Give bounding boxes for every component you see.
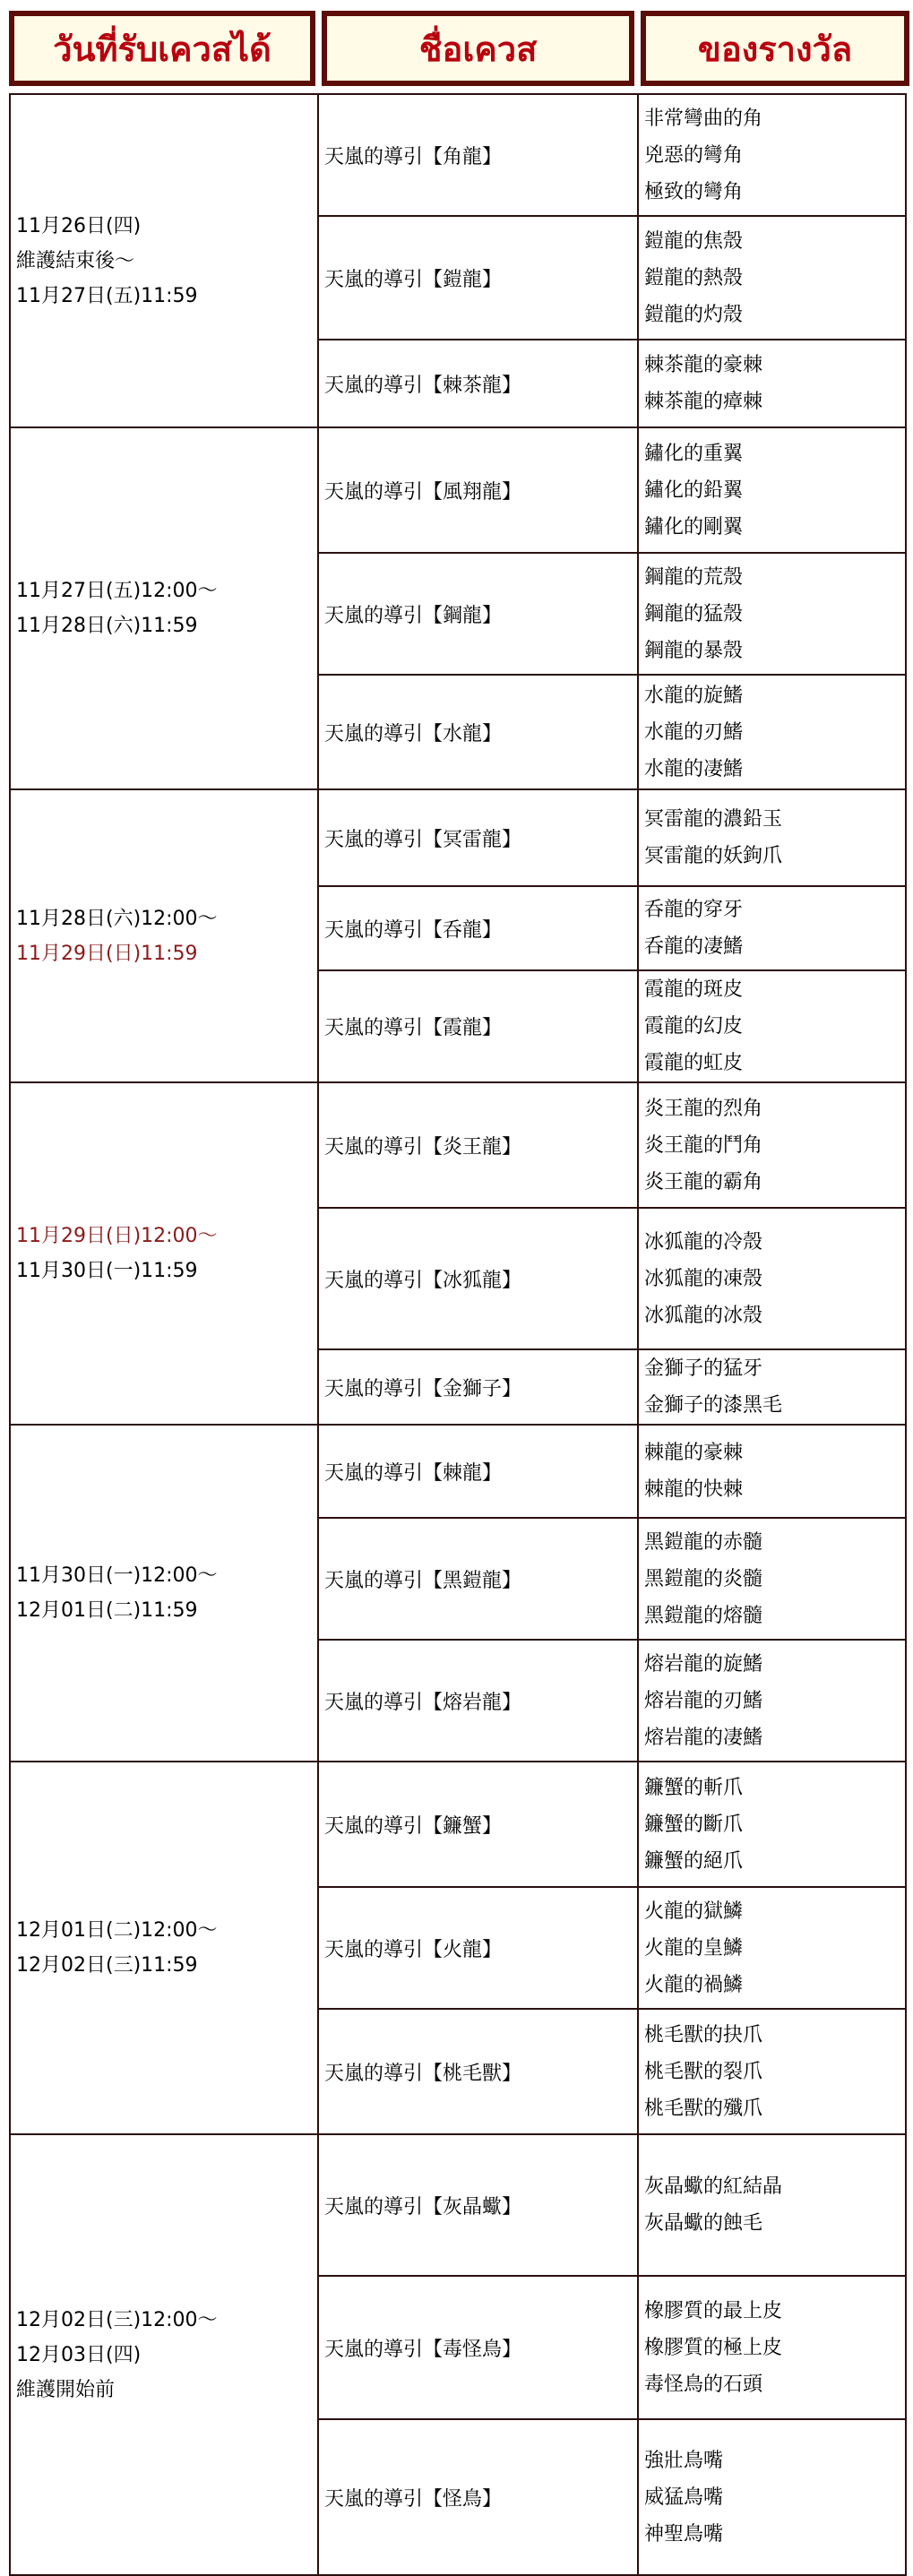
date-line: 11月28日(六)11:59: [16, 615, 198, 637]
reward-list: [638, 1082, 906, 1208]
reward-list: [638, 2134, 906, 2276]
reward-item: 冰狐龍的凍殼: [644, 1267, 763, 1290]
reward-item: 神聖鳥嘴: [644, 2522, 724, 2546]
date-cell: [10, 1425, 318, 1762]
reward-item: 強壯鳥嘴: [644, 2449, 724, 2472]
reward-item: 橡膠質的最上皮: [644, 2299, 783, 2322]
reward-list: [638, 1518, 906, 1640]
reward-item: 棘茶龍的豪棘: [644, 354, 763, 376]
date-line: 維護結束後～: [16, 249, 135, 272]
header-quest-name: ชื่อเควส: [322, 11, 634, 86]
quest-name: 天嵐的導引【霞龍】: [318, 970, 638, 1082]
quest-name: 天嵐的導引【毒怪鳥】: [318, 2276, 638, 2419]
reward-item: 鋼龍的暴殼: [644, 639, 744, 662]
date-line: 12月01日(二)12:00～: [16, 1919, 218, 1942]
reward-list: [638, 216, 906, 340]
reward-item: 霞龍的斑皮: [644, 978, 744, 1001]
reward-item: 火龍的獄鱗: [644, 1900, 744, 1923]
reward-item: 黑鎧龍的炎髓: [644, 1567, 763, 1590]
reward-list: [638, 1762, 906, 1887]
reward-item: 霞龍的幻皮: [644, 1015, 744, 1038]
reward-list: [638, 340, 906, 427]
reward-item: 桃毛獸的殲爪: [644, 2097, 763, 2120]
table-row: [10, 2134, 906, 2276]
quest-name: 天嵐的導引【風翔龍】: [318, 427, 638, 553]
table-row: [10, 1082, 906, 1208]
reward-list: [638, 789, 906, 886]
reward-item: 鐮蟹的斷爪: [644, 1813, 744, 1836]
date-cell: [10, 1762, 318, 2134]
reward-item: 非常彎曲的角: [644, 107, 763, 130]
reward-item: 炎王龍的霸角: [644, 1170, 763, 1193]
quest-name: 天嵐的導引【桃毛獸】: [318, 2009, 638, 2134]
quest-name: 天嵐的導引【鐮蟹】: [318, 1762, 638, 1887]
quest-schedule-table: [9, 93, 907, 2576]
reward-item: 呑龍的穿牙: [644, 899, 744, 921]
header-date: วันที่รับเควสได้: [9, 11, 315, 86]
table-row: [10, 1425, 906, 1518]
date-line: 11月30日(一)12:00～: [16, 1564, 218, 1587]
reward-list: [638, 2419, 906, 2575]
quest-name: 天嵐的導引【棘龍】: [318, 1425, 638, 1518]
header-reward: ของรางวัล: [641, 11, 909, 86]
reward-item: 桃毛獸的裂爪: [644, 2060, 763, 2083]
reward-list: [638, 2276, 906, 2419]
date-line: 維護開始前: [16, 2378, 116, 2401]
reward-list: [638, 1208, 906, 1349]
reward-item: 橡膠質的極上皮: [644, 2336, 783, 2359]
reward-item: 極致的彎角: [644, 180, 744, 203]
reward-item: 水龍的刃鰭: [644, 720, 744, 744]
reward-item: 冥雷龍的濃鉛玉: [644, 808, 783, 831]
quest-name: 天嵐的導引【水龍】: [318, 675, 638, 789]
date-line: 12月02日(三)11:59: [16, 1954, 198, 1977]
reward-item: 兇惡的彎角: [644, 143, 744, 167]
table-row: [10, 427, 906, 553]
quest-name: 天嵐的導引【冥雷龍】: [318, 789, 638, 886]
reward-item: 桃毛獸的抉爪: [644, 2023, 763, 2046]
reward-item: 鏽化的剛翼: [644, 515, 744, 538]
reward-item: 鐮蟹的絕爪: [644, 1849, 744, 1873]
reward-item: 鎧龍的灼殼: [644, 303, 744, 326]
reward-item: 棘龍的豪棘: [644, 1442, 744, 1464]
reward-list: [638, 886, 906, 970]
reward-item: 炎王龍的鬥角: [644, 1133, 763, 1157]
date-line: 11月27日(五)11:59: [16, 284, 198, 307]
reward-item: 水龍的凄鰭: [644, 757, 744, 780]
reward-item: 鎧龍的焦殼: [644, 229, 744, 253]
quest-name: 天嵐的導引【呑龍】: [318, 886, 638, 970]
date-line: 11月29日(日)12:00～: [16, 1225, 218, 1247]
reward-item: 鎧龍的熱殼: [644, 266, 744, 289]
reward-item: 灰晶蠍的紅結晶: [644, 2175, 783, 2198]
quest-name: 天嵐的導引【炎王龍】: [318, 1082, 638, 1208]
reward-list: [638, 1425, 906, 1518]
reward-item: 霞龍的虹皮: [644, 1052, 744, 1074]
reward-item: 鐮蟹的斬爪: [644, 1776, 744, 1799]
quest-name: 天嵐的導引【黑鎧龍】: [318, 1518, 638, 1640]
reward-list: [638, 1887, 906, 2009]
reward-item: 炎王龍的烈角: [644, 1097, 763, 1120]
date-line: 11月30日(一)11:59: [16, 1260, 198, 1282]
reward-item: 火龍的皇鱗: [644, 1936, 744, 1960]
reward-item: 熔岩龍的刃鰭: [644, 1689, 763, 1712]
date-line: 12月01日(二)11:59: [16, 1599, 198, 1622]
quest-name: 天嵐的導引【火龍】: [318, 1887, 638, 2009]
date-cell: [10, 789, 318, 1082]
quest-name: 天嵐的導引【冰狐龍】: [318, 1208, 638, 1349]
reward-item: 棘龍的快棘: [644, 1478, 744, 1501]
reward-list: [638, 675, 906, 789]
table-row: [10, 1762, 906, 1887]
reward-item: 灰晶蠍的蝕毛: [644, 2212, 763, 2235]
reward-item: 水龍的旋鰭: [644, 684, 744, 707]
reward-item: 呑龍的凄鰭: [644, 935, 744, 958]
reward-list: [638, 970, 906, 1082]
reward-item: 毒怪鳥的石頭: [644, 2373, 763, 2396]
reward-item: 鋼龍的猛殼: [644, 602, 744, 625]
date-line: 11月26日(四): [16, 214, 142, 237]
quest-name: 天嵐的導引【鋼龍】: [318, 553, 638, 675]
date-line: 11月27日(五)12:00～: [16, 580, 218, 602]
reward-item: 冥雷龍的妖鉤爪: [644, 845, 783, 867]
reward-item: 冰狐龍的冰殼: [644, 1304, 763, 1327]
date-line: 12月03日(四): [16, 2343, 142, 2366]
table-row: [10, 789, 906, 886]
quest-name: 天嵐的導引【角龍】: [318, 94, 638, 216]
date-line: 12月02日(三)12:00～: [16, 2308, 218, 2331]
date-cell: [10, 2134, 318, 2575]
date-cell: [10, 94, 318, 427]
reward-item: 熔岩龍的凄鰭: [644, 1726, 763, 1749]
date-cell: [10, 1082, 318, 1425]
quest-name: 天嵐的導引【灰晶蠍】: [318, 2134, 638, 2276]
reward-list: [638, 553, 906, 675]
quest-name: 天嵐的導引【熔岩龍】: [318, 1640, 638, 1762]
quest-name: 天嵐的導引【棘茶龍】: [318, 340, 638, 427]
reward-item: 鏽化的鉛翼: [644, 478, 744, 502]
reward-item: 金獅子的猛牙: [644, 1357, 763, 1380]
reward-list: [638, 2009, 906, 2134]
reward-item: 威猛鳥嘴: [644, 2486, 724, 2509]
reward-list: [638, 1349, 906, 1425]
reward-item: 金獅子的漆黑毛: [644, 1394, 783, 1417]
reward-item: 黑鎧龍的赤髓: [644, 1530, 763, 1554]
reward-item: 棘茶龍的瘴棘: [644, 391, 763, 413]
reward-item: 火龍的禍鱗: [644, 1973, 744, 1996]
date-cell: [10, 427, 318, 789]
table-row: [10, 94, 906, 216]
reward-item: 熔岩龍的旋鰭: [644, 1652, 763, 1676]
reward-item: 冰狐龍的冷殼: [644, 1230, 763, 1254]
quest-name: 天嵐的導引【鎧龍】: [318, 216, 638, 340]
reward-item: 黑鎧龍的熔髓: [644, 1604, 763, 1627]
date-line: 11月28日(六)12:00～: [16, 907, 218, 930]
reward-item: 鋼龍的荒殼: [644, 565, 744, 589]
reward-item: 鏽化的重翼: [644, 442, 744, 465]
reward-list: [638, 94, 906, 216]
reward-list: [638, 427, 906, 553]
reward-list: [638, 1640, 906, 1762]
quest-name: 天嵐的導引【金獅子】: [318, 1349, 638, 1425]
date-line: 11月29日(日)11:59: [16, 942, 198, 965]
quest-name: 天嵐的導引【怪鳥】: [318, 2419, 638, 2575]
